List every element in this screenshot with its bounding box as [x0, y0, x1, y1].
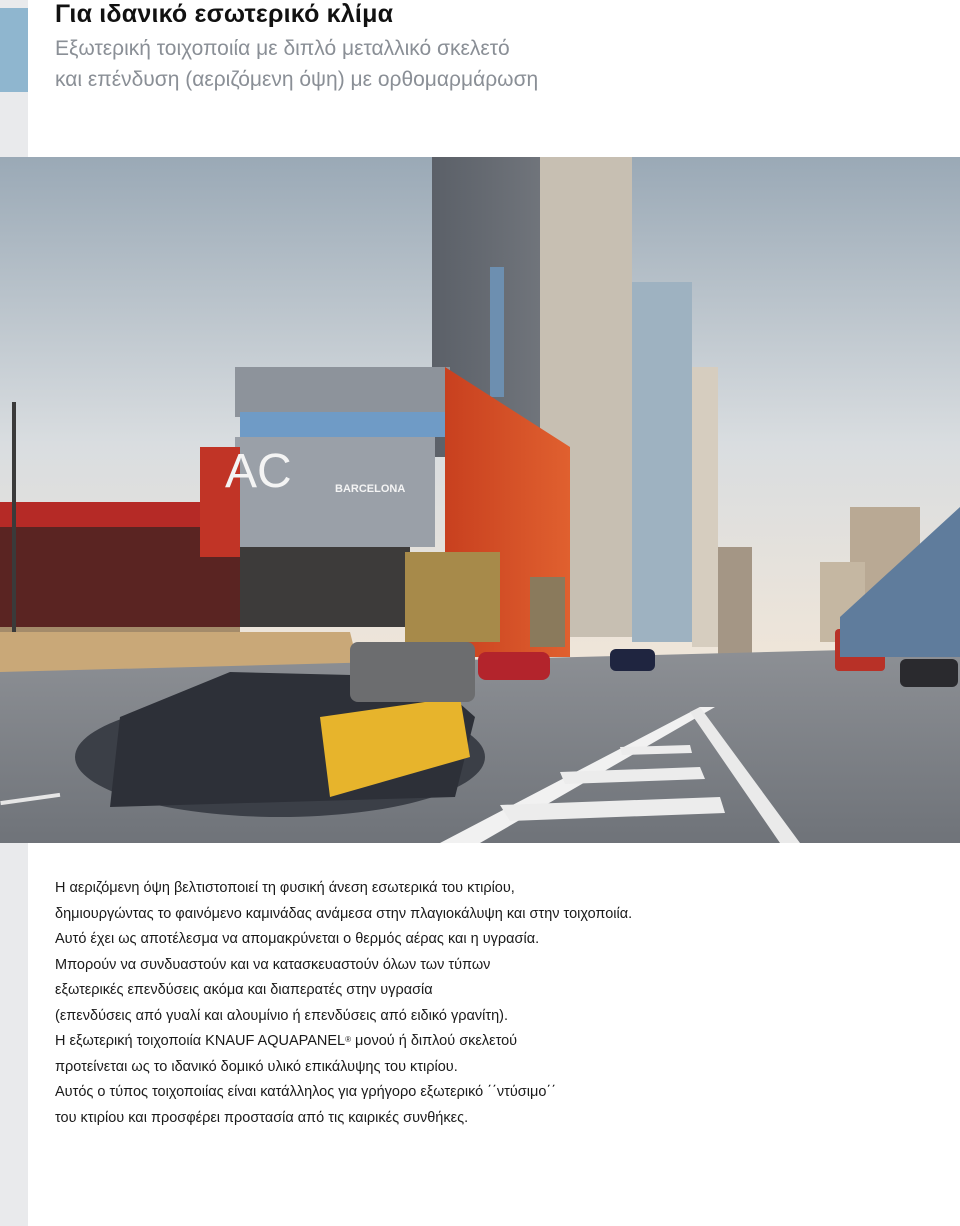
page-subtitle — [55, 33, 538, 95]
body-line-start: Η εξωτερική τοιχοποιία KNAUF AQUAPANEL — [55, 1033, 346, 1049]
body-line: (επενδύσεις από γυαλί και αλουμίνιο ή επενδύσεις από ειδικό γρανίτη). — [55, 1007, 509, 1024]
body-line: Αυτό έχει ως αποτέλεσμα να απομακρύνεται ο θερμός αέρας και η υγρασία. — [55, 931, 540, 947]
building-photo — [0, 157, 960, 843]
body-line: Η αεριζόμενη όψη βελτιστοποιεί τη φυσική άνεση εσωτερικά του κτιρίου, — [55, 880, 515, 896]
body-line-end: μονού ή διπλού σκελετού — [351, 1033, 518, 1049]
body-line: εξωτερικές επενδύσεις ακόμα και διαπερατές στην υγρασία — [55, 982, 433, 998]
body-line: δημιουργώντας το φαινόμενο καμινάδας ανάμεσα στην πλαγιοκάλυψη και στην τοιχοποιία. — [55, 905, 633, 922]
subtitle-line: Εξωτερική τοιχοποιία με διπλό μεταλλικό σκελετό — [55, 37, 510, 60]
sign-main-text: AC — [225, 445, 292, 498]
sign-sub-text: BARCELONA — [335, 483, 406, 495]
body-line: Μπορούν να συνδυαστούν και να κατασκευαστούν όλων των τύπων — [55, 956, 491, 973]
body-line: Αυτός ο τύπος τοιχοποιίας είναι κατάλληλος για γρήγορο εξωτερικό ΄΄ντύσιμο΄΄ — [55, 1084, 557, 1100]
body-line-aquapanel — [55, 1029, 915, 1055]
body-line: προτείνεται ως το ιδανικό δομικό υλικό επικάλυψης του κτιρίου. — [55, 1058, 458, 1075]
body-paragraph — [55, 876, 915, 1131]
page-title: Για ιδανικό εσωτερικό κλίμα — [55, 0, 394, 28]
trademark-symbol: ® — [345, 1035, 352, 1044]
subtitle-line: και επένδυση (αεριζόμενη όψη) με ορθομαρμάρωση — [55, 68, 539, 91]
body-line: του κτιρίου και προσφέρει προστασία από τις καιρικές συνθήκες. — [55, 1109, 469, 1126]
rail-accent-bar — [0, 8, 28, 92]
